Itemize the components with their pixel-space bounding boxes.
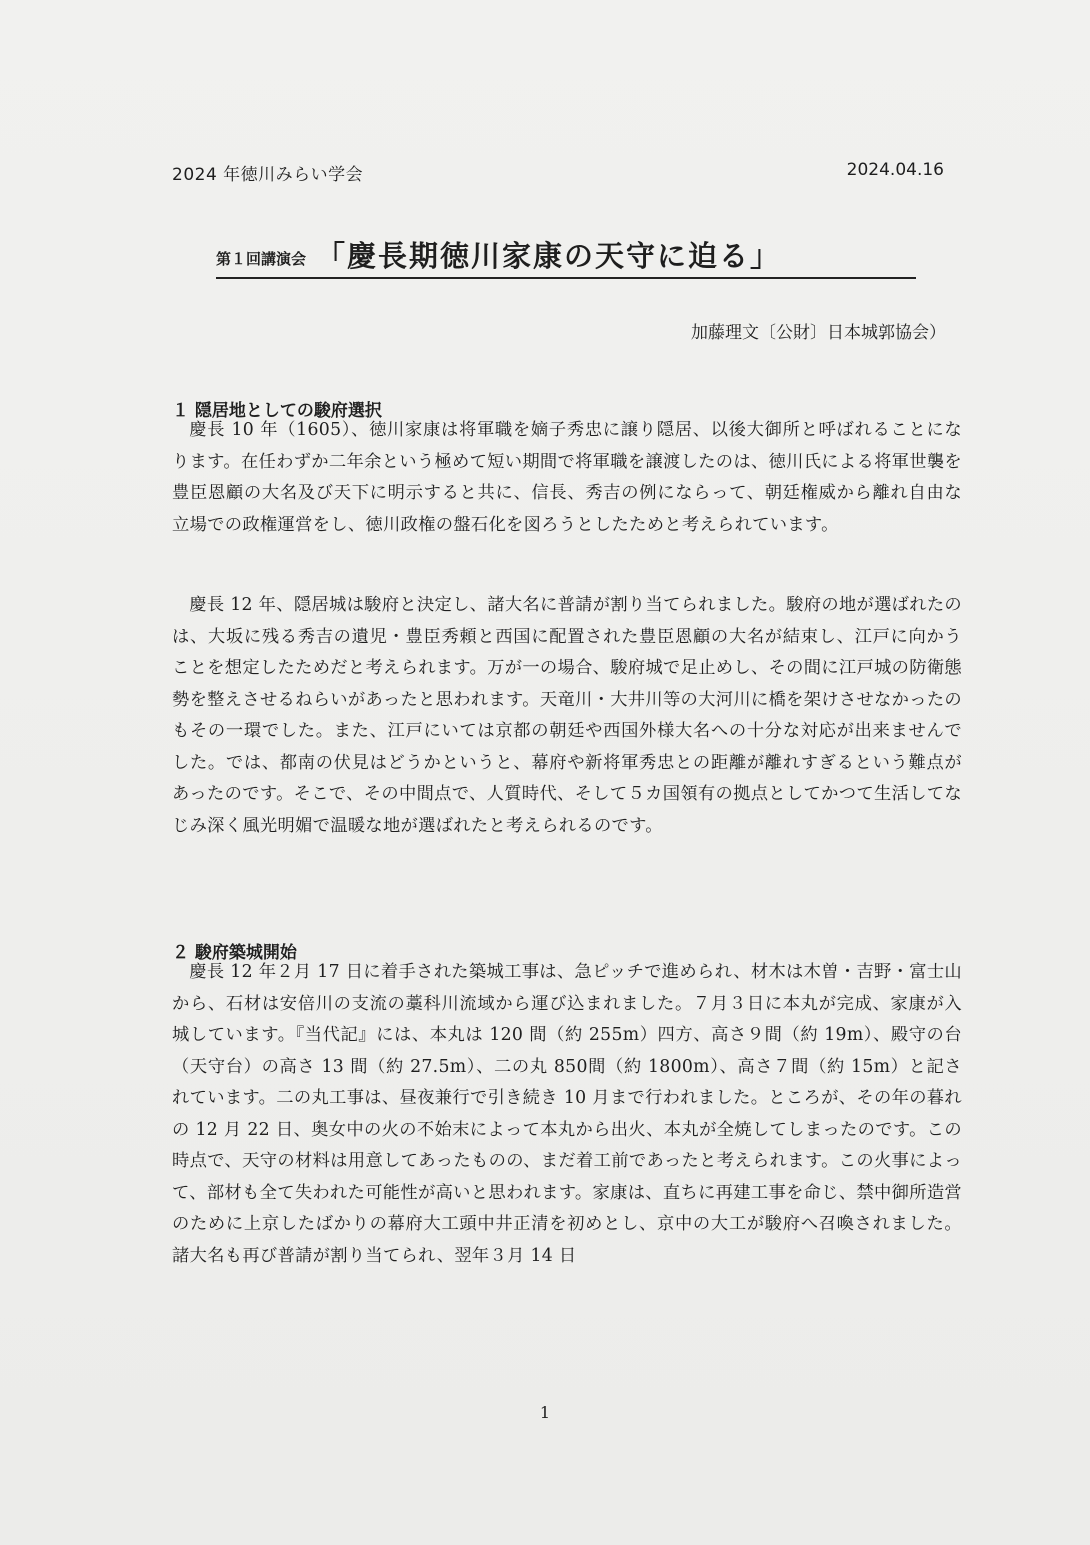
- section-heading-1: １ 隠居地としての駿府選択: [172, 401, 382, 421]
- document-date: 2024.04.16: [846, 160, 944, 180]
- organization-label: 2024 年徳川みらい学会: [172, 165, 364, 185]
- page-title: 「慶長期徳川家康の天守に迫る」: [316, 239, 782, 273]
- page-number: 1: [539, 1403, 551, 1422]
- section-1-paragraph-1: 慶長 10 年（1605）、徳川家康は将軍職を嫡子秀忠に譲り隠居、以後大御所と呼ばれることになります。在任わずか二年余という極めて短い期間で将軍職を譲渡したのは、徳川氏による将軍世襲を豊臣恩顧の大名及び天下に明示すると共に、信長、秀吉の例にならって、朝廷権威から離れ自由な立場での政権運営をし、徳川政権の盤石化を図ろうとしたためと考えられています。: [172, 420, 962, 535]
- title-row: [216, 234, 916, 279]
- section-1-paragraph-2: 慶長 12 年、隠居城は駿府と決定し、諸大名に普請が割り当てられました。駿府の地が選ばれたのは、大坂に残る秀吉の遺児・豊臣秀頼と西国に配置された豊臣恩顧の大名が結束し、江戸に向かうことを想定したためだと考えられます。万が一の場合、駿府城で足止めし、その間に江戸城の防衛態勢を整えさせるねらいがあったと思われます。天竜川・大井川等の大河川に橋を架けさせなかったのもその一環でした。また、江戸にいては京都の朝廷や西国外様大名への十分な対応が出来ませんでした。では、都南の伏見はどうかというと、幕府や新将軍秀忠との距離が離れすぎるという難点があったのです。そこで、その中間点で、人質時代、そして５カ国領有の拠点としてかつて生活してなじみ深く風光明媚で温暖な地が選ばれたと考えられるのです。: [172, 595, 962, 836]
- author-line: 加藤理文〔公財〕日本城郭協会）: [691, 323, 946, 343]
- section-2-paragraph-1: 慶長 12 年２月 17 日に着手された築城工事は、急ピッチで進められ、材木は木曽・吉野・富士山から、石材は安倍川の支流の藁科川流域から運び込まれました。７月３日に本丸が完成、家康が入城しています。『当代記』には、本丸は 120 間（約 255m）四方、高さ９間（約 19m）、殿守の台（天守台）の高さ 13 間（約 27.5m）、二の丸 850間（約 1800m）、高さ７間（約 15m）と記されています。二の丸工事は、昼夜兼行で引き続き 10 月まで行われました。ところが、その年の暮れの 12 月 22 日、奥女中の火の不始末によって本丸から出火、本丸が全焼してしまったのです。この時点で、天守の材料は用意してあったものの、まだ着工前であったと考えられます。この火事によって、部材も全て失われた可能性が高いと思われます。家康は、直ちに再建工事を命じ、禁中御所造営のために上京したばかりの幕府大工頭中井正清を初めとし、京中の大工が駿府へ召喚されました。諸大名も再び普請が割り当てられ、翌年３月 14 日: [172, 962, 962, 1266]
- section-heading-2: ２ 駿府築城開始: [172, 943, 297, 963]
- lecture-label: 第１回講演会: [216, 250, 307, 268]
